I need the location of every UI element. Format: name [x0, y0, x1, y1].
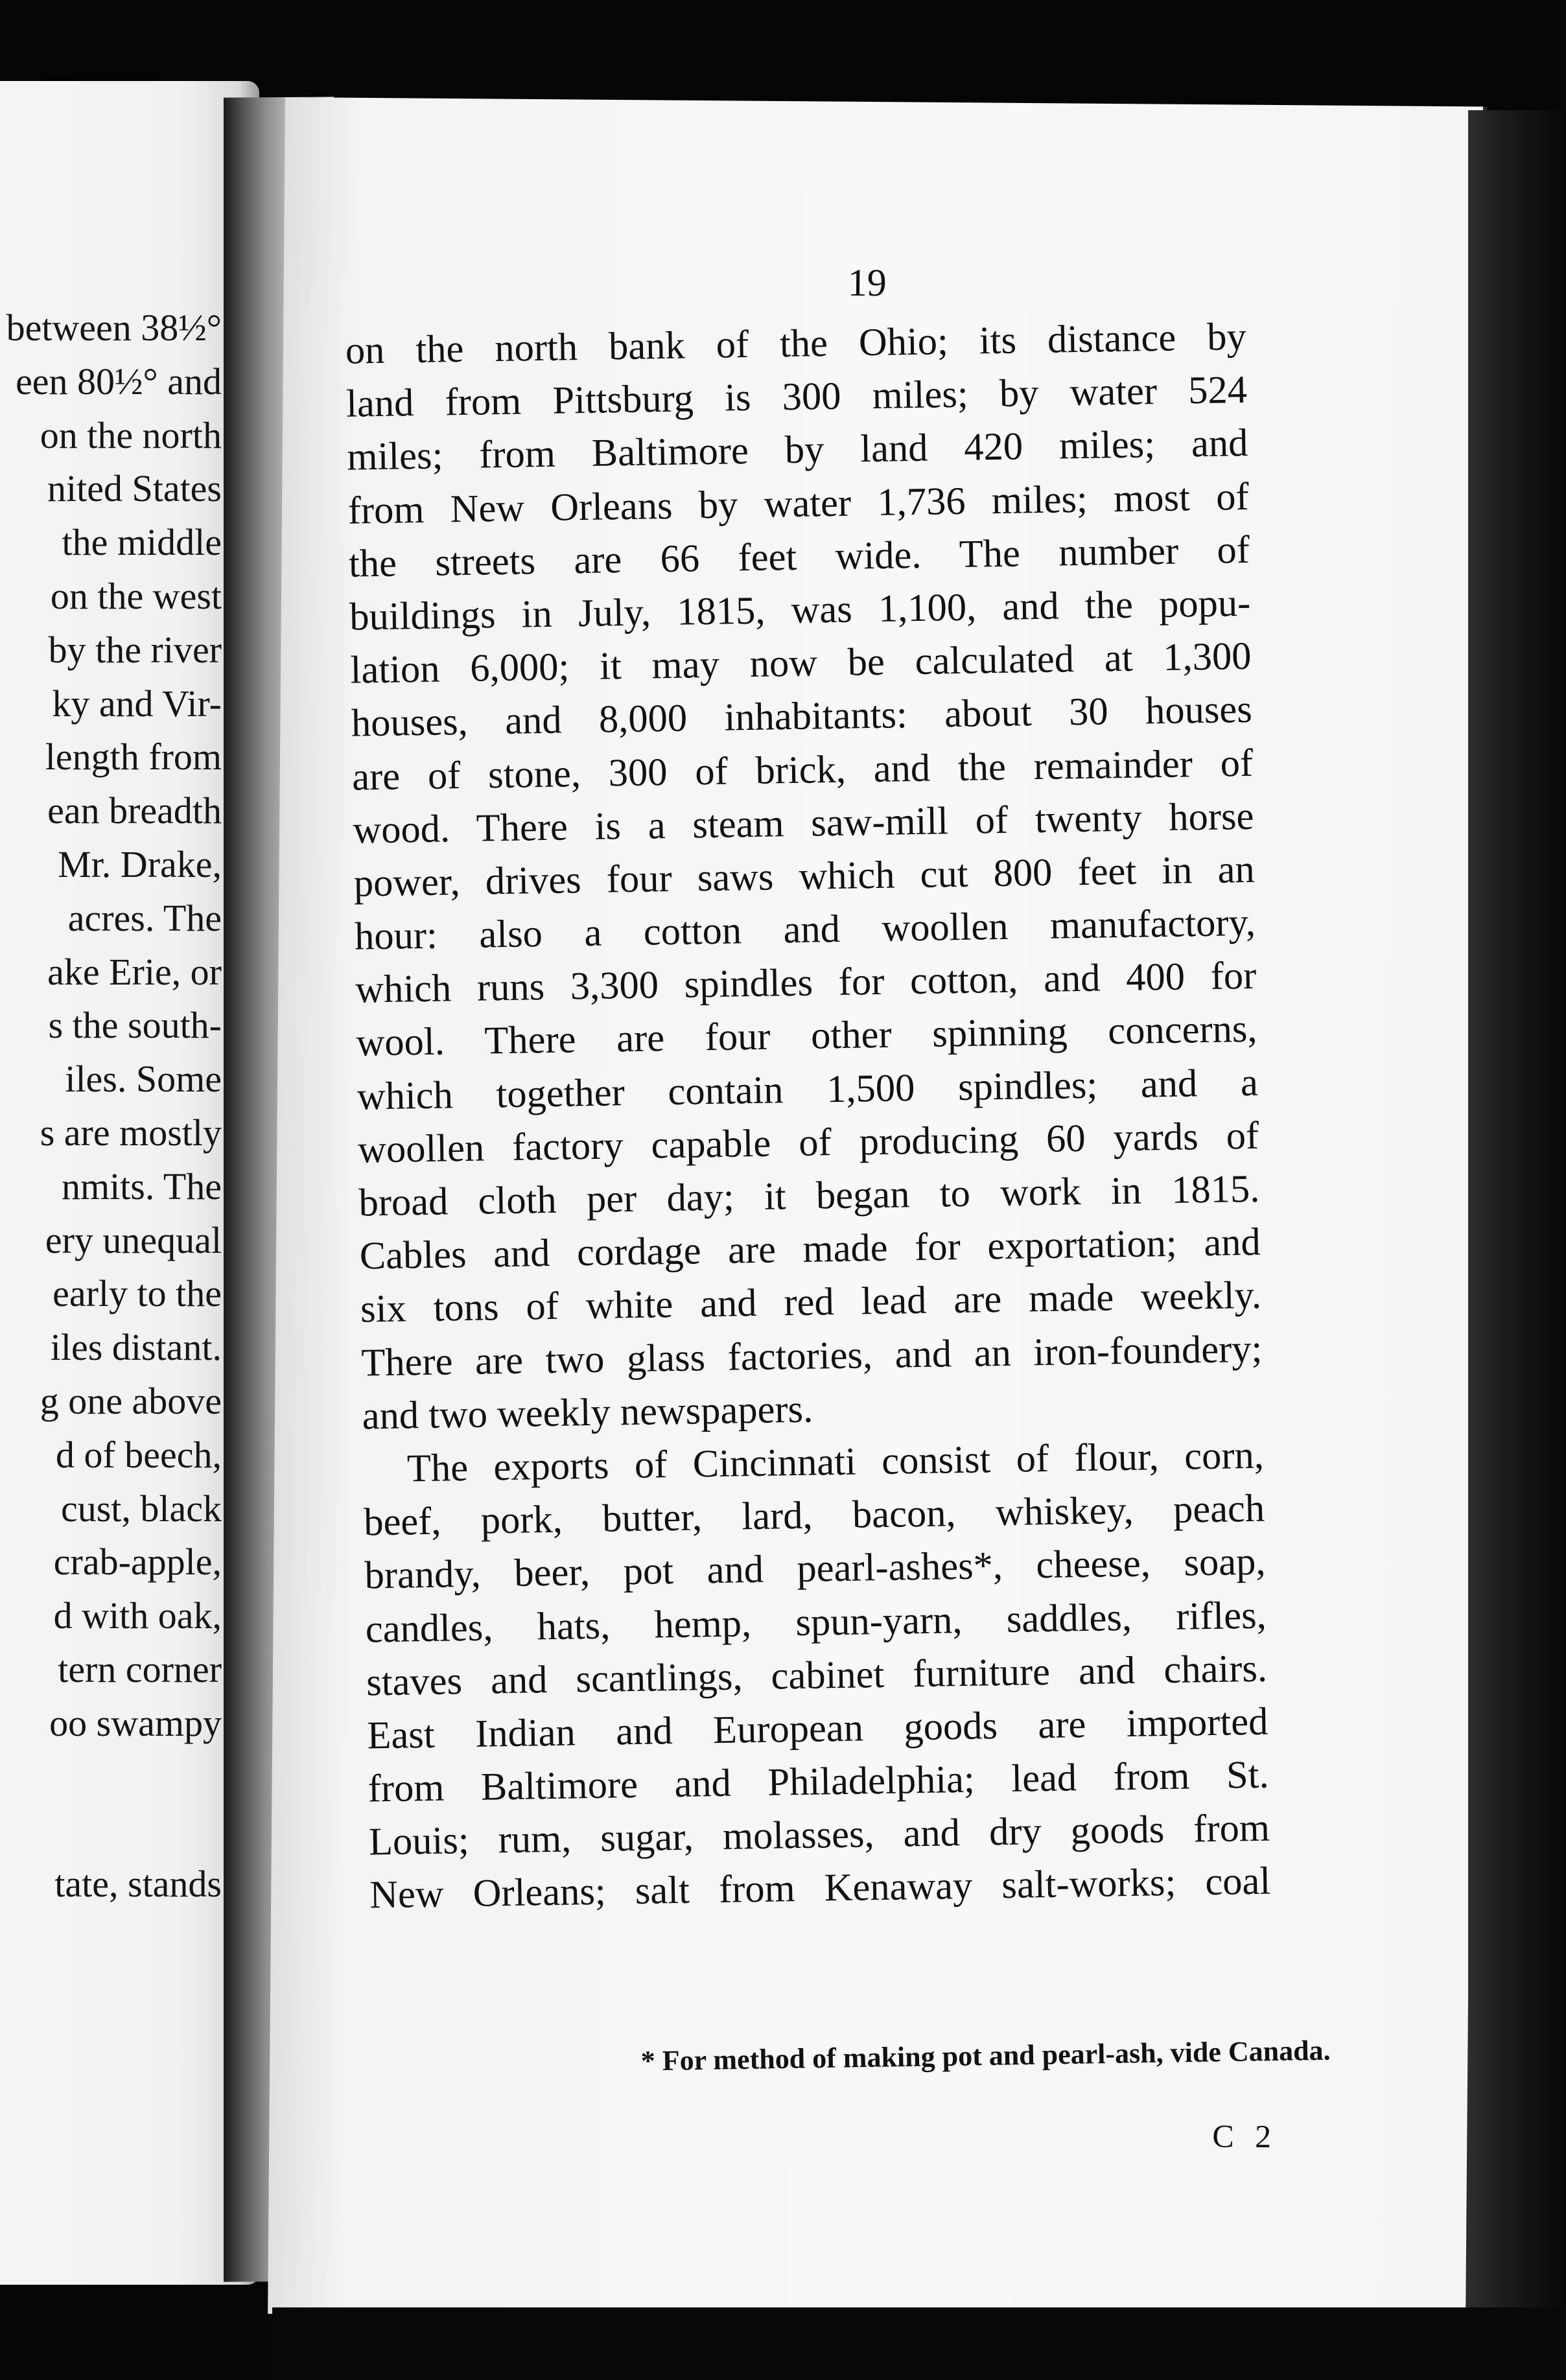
text-line: brandy, beer, pot and pearl-ashes*, cheese, soap,	[364, 1539, 1266, 1598]
left-line-gap	[0, 1751, 222, 1858]
left-line: d with oak,	[53, 1594, 222, 1637]
text-line: which runs 3,300 spindles for cotton, and 400 for	[355, 954, 1257, 1012]
left-line: between 38½°	[6, 307, 222, 349]
left-line: tate, stands	[54, 1862, 222, 1905]
left-line: tern corner	[58, 1648, 222, 1690]
left-line: length from	[45, 736, 222, 778]
text-line: hour: also a cotton and woollen manufactory,	[354, 900, 1256, 959]
text-line: beef, pork, butter, lard, bacon, whiskey, peach	[363, 1486, 1265, 1545]
text-line: broad cloth per day; it began to work in 1815.	[358, 1167, 1260, 1225]
left-line: s the south-	[48, 1004, 222, 1047]
left-line: ean breadth	[47, 789, 222, 832]
left-line: ky and Vir-	[52, 682, 222, 725]
text-line: New Orleans; salt from Kenaway salt-works; coal	[369, 1860, 1271, 1917]
text-line: miles; from Baltimore by land 420 miles; and	[346, 421, 1248, 480]
text-line: wool. There are four other spinning concerns,	[356, 1007, 1258, 1066]
left-line: cust, black	[60, 1487, 222, 1530]
left-line: on the north	[40, 414, 222, 456]
left-line: iles distant.	[50, 1326, 222, 1369]
left-line: een 80½° and	[16, 360, 222, 402]
text-line: wood. There is a steam saw-mill of twenty horse	[352, 794, 1254, 852]
left-line: iles. Some	[65, 1058, 222, 1101]
bottom-background	[272, 2307, 1566, 2380]
text-line: on the north bank of the Ohio; its distance by	[345, 314, 1247, 373]
left-line: by the river	[48, 628, 222, 671]
left-line: g one above	[40, 1379, 222, 1422]
text-line: There are two glass factories, and an iron-foundery;	[360, 1327, 1263, 1385]
text-line: land from Pittsburg is 300 miles; by water 524	[345, 368, 1248, 426]
left-line: nmits. The	[61, 1165, 222, 1208]
left-line: early to the	[53, 1272, 222, 1315]
text-line: from Baltimore and Philadelphia; lead from St.	[368, 1753, 1270, 1811]
text-line: from New Orleans by water 1,736 miles; most of	[347, 474, 1250, 533]
text-line: power, drives four saws which cut 800 feet in an	[353, 847, 1256, 905]
left-line: oo swampy	[49, 1701, 222, 1744]
text-line: buildings in July, 1815, was 1,100, and the popu-	[349, 581, 1251, 639]
text-line: are of stone, 300 of brick, and the remainder of	[351, 741, 1254, 799]
left-line: acres. The	[67, 896, 222, 939]
left-line: ake Erie, or	[47, 950, 222, 993]
right-page	[268, 97, 1483, 2323]
left-line: ery unequal	[45, 1219, 222, 1261]
footnote: * For method of making pot and pearl-ash, vide Canada.	[640, 2034, 1331, 2077]
left-line: nited States	[47, 467, 222, 510]
page-number: 19	[847, 261, 887, 305]
left-line: Mr. Drake,	[58, 843, 222, 885]
text-line: the streets are 66 feet wide. The number of	[348, 528, 1250, 586]
signature-mark: C 2	[1212, 2118, 1278, 2155]
left-page-lines	[0, 301, 222, 1911]
left-line: on the west	[50, 574, 222, 617]
text-line: candles, hats, hemp, spun-yarn, saddles, rifles,	[365, 1593, 1267, 1651]
text-line: Louis; rum, sugar, molasses, and dry goods from	[368, 1806, 1270, 1864]
left-line: d of beech,	[55, 1433, 222, 1476]
text-line: houses, and 8,000 inhabitants: about 30 houses	[351, 688, 1253, 745]
text-line: which together contain 1,500 spindles; and a	[356, 1060, 1259, 1119]
text-line: six tons of white and red lead are made weekly.	[360, 1274, 1262, 1331]
left-page-fragment	[0, 81, 259, 2285]
left-line: crab-apple,	[53, 1541, 222, 1583]
text-line: woollen factory capable of producing 60 yards of	[357, 1114, 1259, 1172]
paragraph-end-line: and two weekly newspapers.	[362, 1387, 813, 1438]
text-line: East Indian and European goods are imported	[366, 1699, 1268, 1758]
body-text	[345, 310, 1271, 1922]
left-line: s are mostly	[40, 1111, 222, 1154]
left-line: the middle	[62, 521, 222, 564]
paragraph-start-line: The exports of Cincinnati consist of flour, corn,	[406, 1433, 1265, 1491]
text-line: Cables and cordage are made for exportation; and	[359, 1220, 1261, 1278]
page-edge-shadow	[1468, 110, 1566, 2314]
text-line: staves and scantlings, cabinet furniture and chairs.	[366, 1646, 1268, 1705]
text-line: lation 6,000; it may now be calculated at 1,300	[350, 634, 1252, 692]
